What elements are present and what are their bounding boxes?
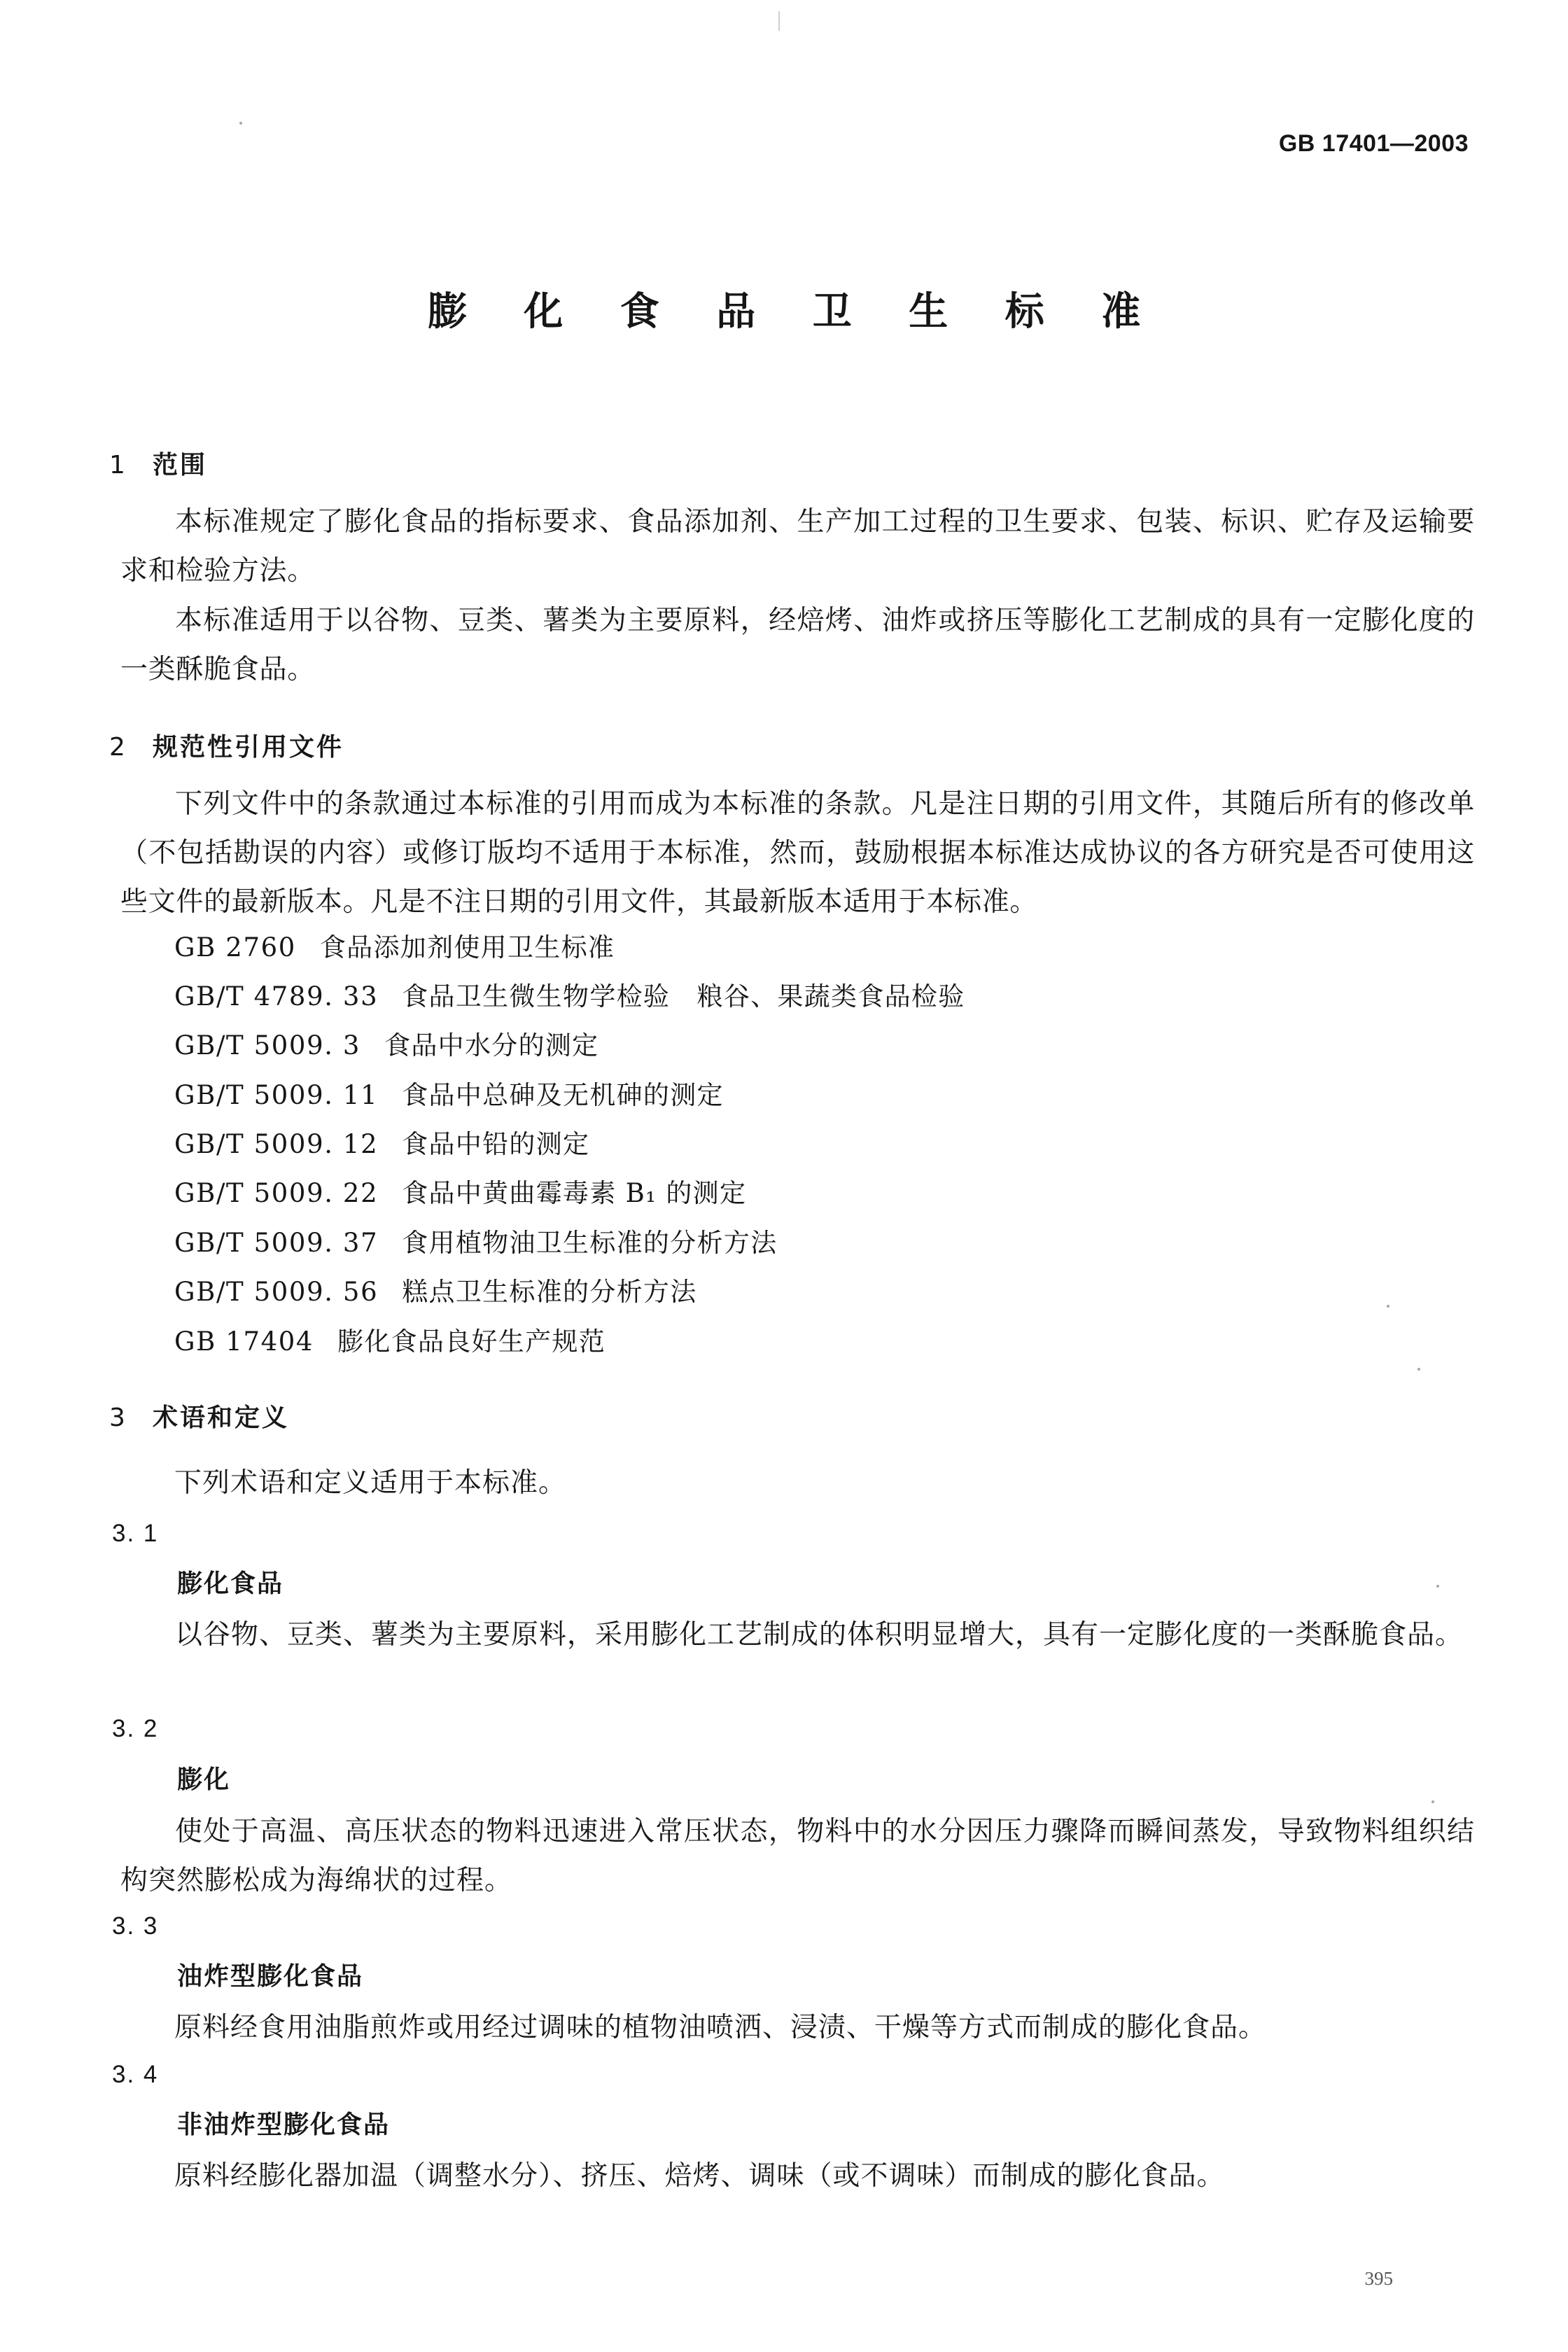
reference-item [174, 1230, 777, 1256]
section-heading [109, 1406, 289, 1431]
section-title: 范围 [153, 451, 208, 479]
scope-paragraph: 本标准规定了膨化食品的指标要求、食品添加剂、生产加工过程的卫生要求、包装、标识、贮存及运输要求和检验方法。 [120, 506, 1475, 587]
reference-item [174, 1032, 598, 1058]
standard-code: GB 17401—2003 [1278, 130, 1469, 157]
reference-title: 食品中总砷及无机砷的测定 [402, 1080, 724, 1110]
term-definition: 原料经膨化器加温（调整水分）、挤压、焙烤、调味（或不调味）而制成的膨化食品。 [174, 2160, 1225, 2192]
scan-mark [778, 11, 780, 31]
term-name: 膨化 [177, 1765, 231, 1794]
reference-item [174, 1082, 724, 1108]
term-number: 3. 3 [112, 1912, 159, 1940]
term-definition: 使处于高温、高压状态的物料迅速进入常压状态，物料中的水分因压力骤降而瞬间蒸发，导致物料组织结构突然膨松成为海绵状的过程。 [120, 1816, 1475, 1896]
reference-title: 食品中铅的测定 [402, 1129, 590, 1159]
scan-mark [1418, 1368, 1420, 1371]
scan-mark [1432, 1800, 1434, 1803]
document-title: 膨 化 食 品 卫 生 标 准 [427, 289, 1163, 335]
scan-mark [1436, 1585, 1439, 1588]
section-number: 1 [109, 451, 127, 479]
references-intro-paragraph: 下列文件中的条款通过本标准的引用而成为本标准的条款。凡是注日期的引用文件，其随后所有的修改单（不包括勘误的内容）或修订版均不适用于本标准，然而，鼓励根据本标准达成协议的各方研究是否可使用这些文件的最新版本。凡是不注日期的引用文件，其最新版本适用于本标准。 [120, 788, 1475, 918]
reference-code: GB 2760 [174, 932, 296, 962]
term-name: 非油炸型膨化食品 [177, 2110, 391, 2139]
reference-title: 糕点卫生标准的分析方法 [402, 1277, 697, 1307]
reference-item [174, 1326, 606, 1357]
term-name: 油炸型膨化食品 [177, 1962, 364, 1991]
reference-code: GB 17404 [174, 1326, 314, 1357]
section-title: 术语和定义 [153, 1404, 290, 1432]
term-number: 3. 1 [112, 1520, 159, 1547]
reference-title: 食品中水分的测定 [384, 1030, 599, 1060]
reference-code: GB/T 5009. 37 [174, 1228, 379, 1258]
reference-code: GB/T 5009. 3 [174, 1030, 361, 1060]
section-heading [109, 735, 344, 760]
reference-title: 食用植物油卫生标准的分析方法 [402, 1228, 778, 1258]
term-definition: 以谷物、豆类、薯类为主要原料，采用膨化工艺制成的体积明显增大，具有一定膨化度的一类酥脆食品。 [175, 1619, 1464, 1651]
reference-item [174, 983, 965, 1009]
scan-mark [1387, 1305, 1390, 1308]
reference-item [174, 934, 615, 960]
scan-mark [239, 122, 242, 125]
reference-item [174, 1279, 697, 1305]
term-definition: 原料经食用油脂煎炸或用经过调味的植物油喷洒、浸渍、干燥等方式而制成的膨化食品。 [174, 2012, 1267, 2043]
reference-code: GB/T 5009. 56 [174, 1277, 379, 1307]
reference-title: 食品添加剂使用卫生标准 [319, 932, 615, 962]
reference-code: GB/T 5009. 12 [174, 1129, 379, 1159]
section-number: 3 [109, 1404, 127, 1432]
page-number: 395 [1364, 2268, 1393, 2289]
term-number: 3. 4 [112, 2061, 159, 2088]
term-number: 3. 2 [112, 1715, 159, 1742]
reference-title: 膨化食品良好生产规范 [337, 1326, 606, 1357]
scope-paragraph: 本标准适用于以谷物、豆类、薯类为主要原料，经焙烤、油炸或挤压等膨化工艺制成的具有一定膨化度的一类酥脆食品。 [120, 605, 1475, 685]
reference-title: 食品中黄曲霉毒素 B₁ 的测定 [402, 1178, 747, 1208]
section-heading [109, 453, 207, 478]
section-number: 2 [109, 733, 127, 762]
reference-code: GB/T 4789. 33 [174, 981, 379, 1011]
reference-item [174, 1180, 746, 1206]
terms-intro: 下列术语和定义适用于本标准。 [174, 1467, 567, 1499]
section-title: 规范性引用文件 [153, 733, 344, 762]
reference-code: GB/T 5009. 11 [174, 1080, 379, 1110]
term-name: 膨化食品 [177, 1569, 284, 1598]
reference-code: GB/T 5009. 22 [174, 1178, 379, 1208]
reference-title: 食品卫生微生物学检验 粮谷、果蔬类食品检验 [402, 981, 965, 1011]
reference-item [174, 1131, 589, 1157]
